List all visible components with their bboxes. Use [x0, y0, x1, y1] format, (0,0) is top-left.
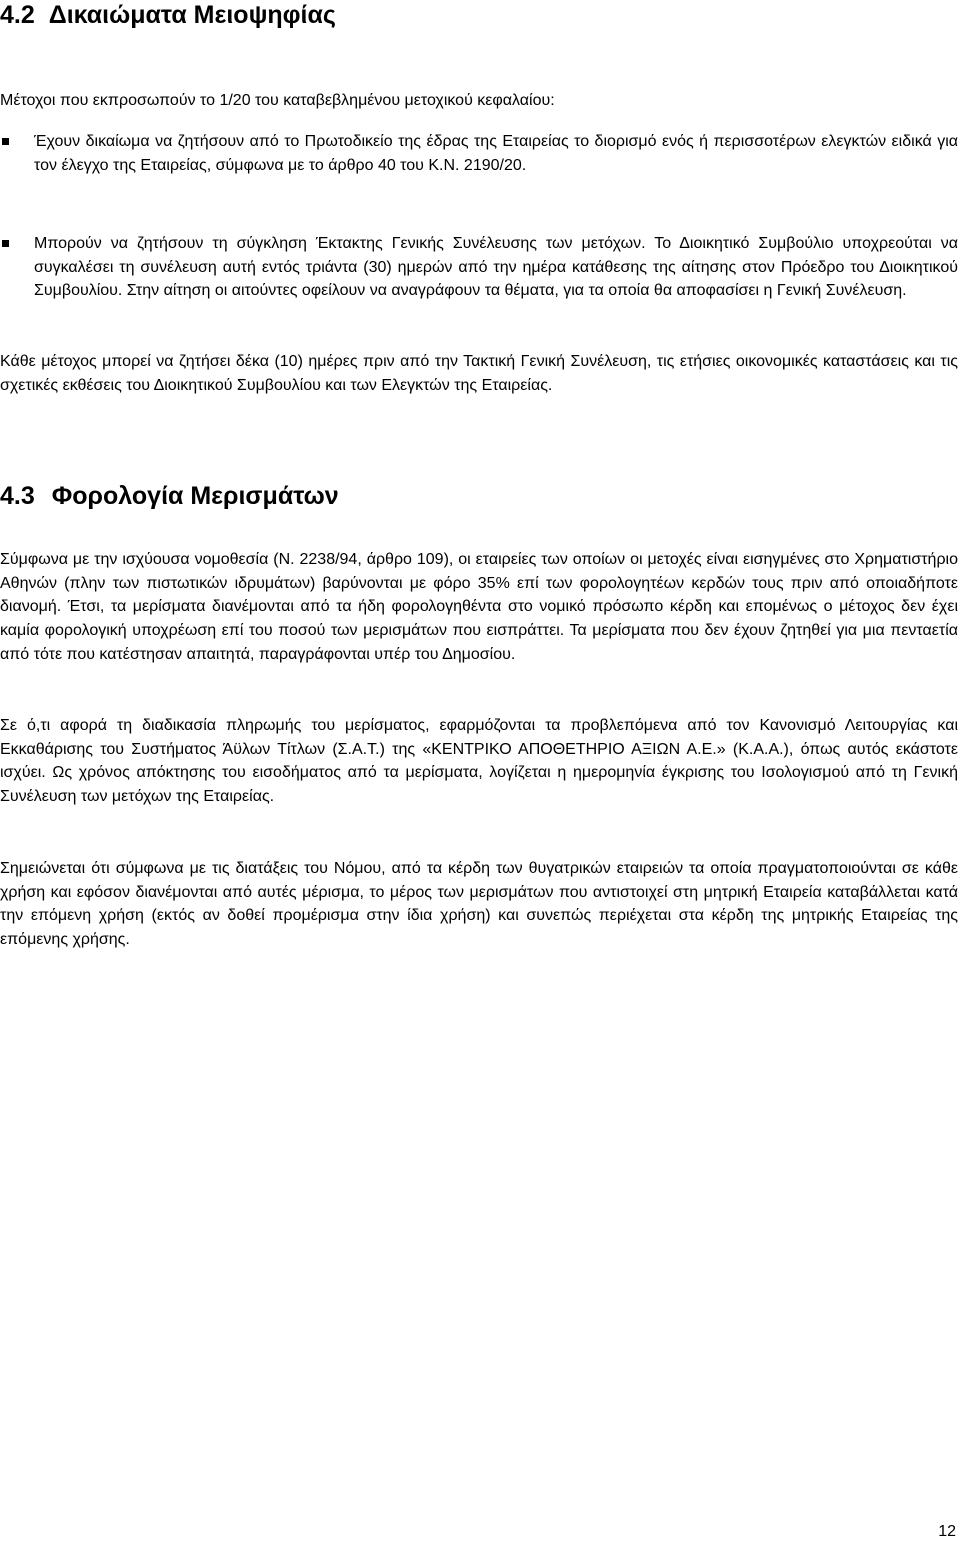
- section-heading-4-2: [0, 0, 336, 30]
- section-number: 4.3: [0, 482, 35, 510]
- shareholder-request-paragraph: Κάθε μέτοχος μπορεί να ζητήσει δέκα (10) ημέρες πριν από την Τακτική Γενική Συνέλευση, τις ετήσιες οικονομικές καταστάσεις και τις σχετικές εκθέσεις του Διοικητικού Συμβουλίου και των Ελεγκτών της Εταιρείας.: [0, 353, 958, 394]
- square-bullet-icon: [2, 240, 9, 247]
- body-paragraph: Σημειώνεται ότι σύμφωνα με τις διατάξεις του Νόμου, από τα κέρδη των θυγατρικών εταιρειών τα οποία πραγματοποιούνται σε κάθε χρήση και εφόσον διανέμονται από αυτές μέρισμα, το μέρος των μερισμάτων που αντιστοιχεί στη μητρική Εταιρεία καταβάλλεται κατά την επόμενη χρήση (εκτός αν δοθεί προμέρισμα στην ίδια χρήση) και συνεπώς περιέχεται στα κέρδη της μητρικής Εταιρείας της επόμενης χρήσης.: [0, 860, 958, 949]
- section-heading-4-3: [0, 481, 339, 511]
- bullet-item: [0, 130, 958, 177]
- square-bullet-icon: [2, 138, 9, 145]
- bullet-text: Έχουν δικαίωμα να ζητήσουν από το Πρωτοδικείο της έδρας της Εταιρείας το διορισμό ενός ή περισσοτέρων ελεγκτών ειδικά για τον έλεγχο της Εταιρείας, σύμφωνα με το άρθρο 40 του Κ.Ν. 2190/20.: [34, 133, 958, 174]
- intro-paragraph: Μέτοχοι που εκπροσωπούν το 1/20 του καταβεβλημένου μετοχικού κεφαλαίου:: [0, 92, 555, 109]
- section-title: Δικαιώματα Μειοψηφίας: [48, 1, 336, 29]
- section-title: Φορολογία Μερισμάτων: [51, 482, 339, 510]
- bullet-list: [0, 232, 958, 303]
- page-number: 12: [938, 1523, 956, 1540]
- bullet-item: [0, 232, 958, 303]
- bullet-text: Μπορούν να ζητήσουν τη σύγκληση Έκτακτης Γενικής Συνέλευσης των μετόχων. Το Διοικητικό Συμβούλιο υποχρεούται να συγκαλέσει τη συνέλευση αυτή εντός τριάντα (30) ημερών από την ημέρα κατάθεσης της αίτησης στον Πρόεδρο του Διοικητικού Συμβουλίου. Στην αίτηση οι αιτούντες οφείλουν να αναγράφουν τα θέματα, για τα οποία θα αποφασίσει η Γενική Συνέλευση.: [34, 235, 958, 300]
- section-number: 4.2: [0, 1, 35, 29]
- body-paragraph: Σε ό,τι αφορά τη διαδικασία πληρωμής του μερίσματος, εφαρμόζονται τα προβλεπόμενα από τον Κανονισμό Λειτουργίας και Εκκαθάρισης του Συστήματος Άϋλων Τίτλων (Σ.Α.Τ.) της «ΚΕΝΤΡΙΚΟ ΑΠΟΘΕΤΗΡΙΟ ΑΞΙΩΝ Α.Ε.» (Κ.Α.Α.), όπως αυτός εκάστοτε ισχύει. Ως χρόνος απόκτησης του εισοδήματος από τα μερίσματα, λογίζεται η ημερομηνία έγκρισης του Ισολογισμού από τη Γενική Συνέλευση των μετόχων της Εταιρείας.: [0, 717, 958, 806]
- body-paragraph: Σύμφωνα με την ισχύουσα νομοθεσία (Ν. 2238/94, άρθρο 109), οι εταιρείες των οποίων οι μετοχές είναι εισηγμένες στο Χρηματιστήριο Αθηνών (πλην των πιστωτικών ιδρυμάτων) βαρύνονται με φόρο 35% επί των φορολογητέων κερδών τους πριν από οποιαδήποτε διανομή. Έτσι, τα μερίσματα διανέμονται από τα ήδη φορολογηθέντα στο νομικό πρόσωπο κέρδη και επομένως ο μέτοχος δεν έχει καμία φορολογική υποχρέωση επί του ποσού των μερισμάτων που εισπράττει. Τα μερίσματα που δεν έχουν ζητηθεί για μια πενταετία από τότε που κατέστησαν απαιτητά, παραγράφονται υπέρ του Δημοσίου.: [0, 551, 958, 663]
- bullet-list: [0, 130, 958, 177]
